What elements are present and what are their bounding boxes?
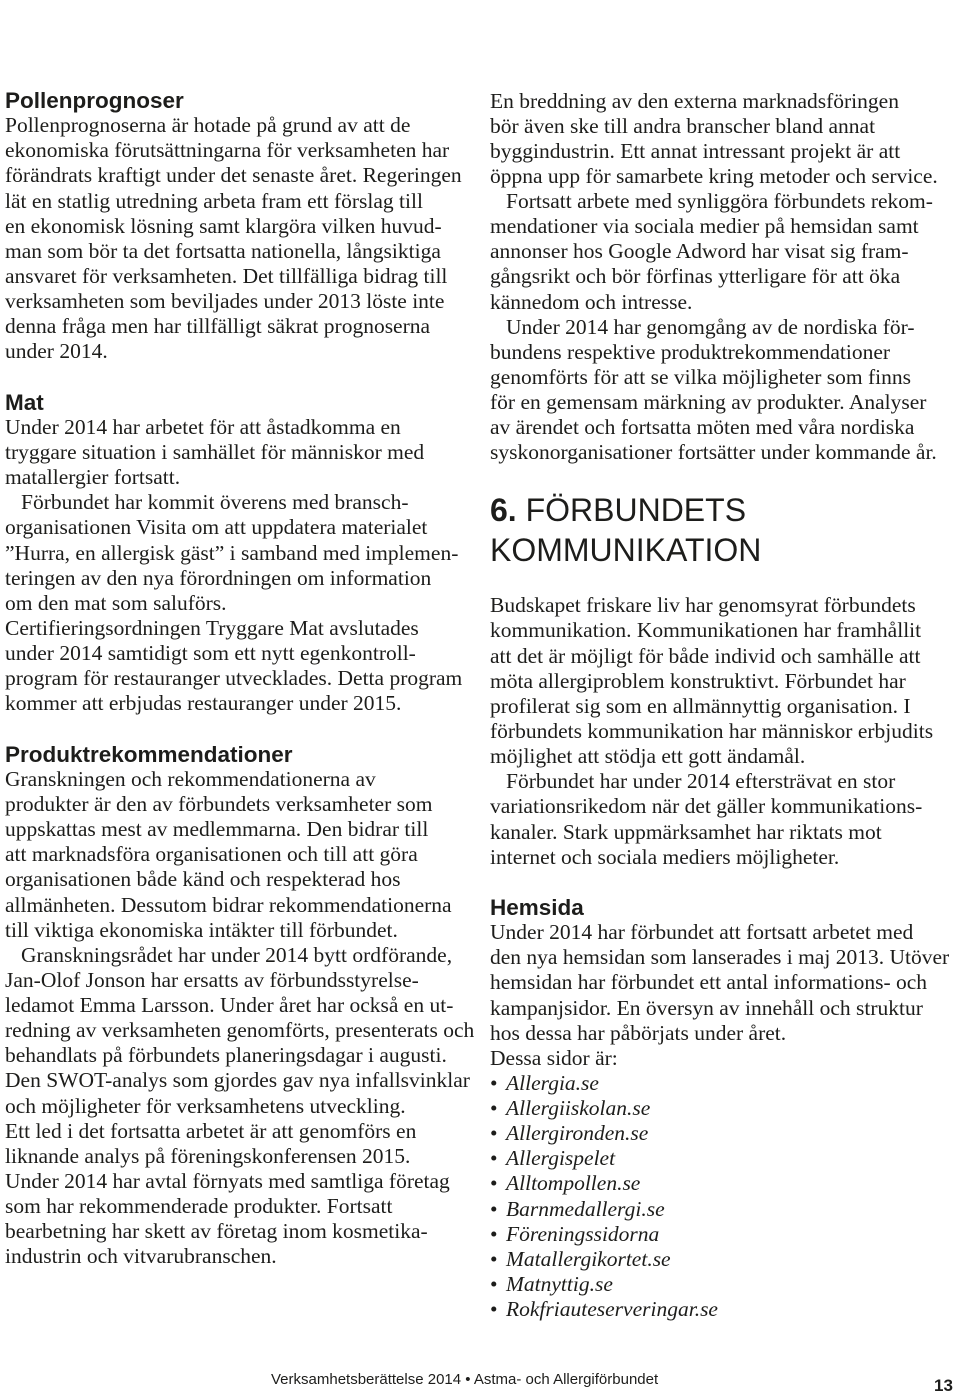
text-line: teringen av den nya förordningen om information [5, 565, 432, 590]
section-title-text: FÖRBUNDETS [525, 491, 747, 528]
footer-text: Verksamhetsberättelse 2014 • Astma- och Allergiförbundet [271, 1371, 659, 1388]
text-line: förändrats kraftigt under det senaste året. Regeringen [5, 163, 462, 188]
paragraph [490, 89, 950, 190]
text-line: Fortsatt arbete med synliggöra förbundets rekom- [506, 189, 933, 214]
text-line: allmänheten. Dessutom bidrar rekommendationerna [5, 892, 452, 917]
page-number: 13 [934, 1376, 953, 1395]
text-line: till viktiga ekonomiska intäkter till förbundet. [5, 917, 398, 942]
text-line: Pollenprognoserna är hotade på grund av att de [5, 113, 411, 138]
text-line: industrin och vitvarubranschen. [5, 1244, 277, 1269]
text-line: kanaler. Stark uppmärksamhet har riktats mot [490, 819, 882, 844]
section-number: 6. [490, 491, 517, 528]
text-line: Budskapet friskare liv har genomsyrat förbundets [490, 593, 916, 618]
text-line: förbundets kommunikation har människor erbjudits [490, 718, 934, 743]
text-line: Ett led i det fortsatta arbetet är att genomförs en [5, 1118, 417, 1143]
section-hemsida [490, 895, 950, 1322]
text-line: om den mat som saluförs. [5, 590, 227, 615]
paragraph [5, 113, 477, 364]
section-title-line [490, 490, 950, 530]
text-line: Granskningen och rekommendationerna av [5, 766, 376, 791]
right-column [490, 89, 950, 1323]
text-line: bundens respektive produktrekommendationer [490, 339, 891, 364]
paragraph [5, 490, 477, 616]
text-line: under 2014 samtidigt som ett nytt egenkontroll- [5, 641, 416, 666]
text-line: internet och sociala mediers möjligheter. [490, 844, 840, 869]
left-column [5, 88, 477, 1270]
list-item: • Barnmedallergi.se [490, 1197, 950, 1222]
heading-mat: Mat [5, 389, 44, 415]
text-line: ”Hurra, en allergisk gäst” i samband med implemen- [5, 540, 459, 565]
text-line: byggindustrin. Ett annat intressant projekt är att [490, 138, 901, 163]
list-item: • Allergia.se [490, 1071, 950, 1096]
text-line: Under 2014 har avtal förnyats med samtliga företag [5, 1169, 450, 1194]
text-line: Under 2014 har förbundet att fortsatt arbetet med [490, 920, 914, 945]
paragraph [490, 920, 950, 1071]
text-line: hos dessa har påbörjats under året. [490, 1020, 787, 1045]
text-line: behandlats på förbundets planeringsdagar i augusti. [5, 1043, 447, 1068]
heading-produktrekommendationer: Produktrekommendationer [5, 741, 293, 767]
paragraph [5, 943, 477, 1069]
section-marknadsforing [490, 89, 950, 466]
text-line: Jan-Olof Jonson har ersatts av förbundsstyrelse- [5, 967, 419, 992]
section-title-line: KOMMUNIKATION [490, 531, 762, 568]
text-line: verksamheten som beviljades under 2013 löste inte [5, 289, 445, 314]
text-line: tryggare situation i samhället för människor med [5, 439, 425, 464]
text-line: redning av verksamheten genomförts, presenterats och [5, 1018, 475, 1043]
text-line: man som bör ta det fortsatta nationella, långsiktiga [5, 238, 441, 263]
list-item: • Allergispelet [490, 1146, 950, 1171]
paragraph [5, 415, 477, 490]
text-line: lät en statlig utredning arbeta fram ett förslag till [5, 188, 423, 213]
text-line: profilerat sig som en allmännyttig organisation. I [490, 693, 911, 718]
paragraph [490, 189, 950, 315]
text-line: möjlighet att stödja ett gott ändamål. [490, 744, 806, 769]
list-item: • Rokfriauteserveringar.se [490, 1297, 950, 1322]
text-line: matallergier fortsatt. [5, 465, 181, 490]
text-line: att det är möjligt för både individ och samhälle att [490, 643, 921, 668]
list-item: • Matallergikortet.se [490, 1247, 950, 1272]
text-line: kännedom och intresse. [490, 289, 693, 314]
paragraph [490, 315, 950, 466]
text-line: kampanjsidor. En översyn av innehåll och struktur [490, 995, 923, 1020]
text-line: Den SWOT-analys som gjordes gav nya infallsvinklar [5, 1068, 470, 1093]
text-line: hemsidan har förbundet ett antal informations- och [490, 970, 928, 995]
text-line: uppskattas mest av medlemmarna. Den bidrar till [5, 817, 429, 842]
text-line: öppna upp för samarbete kring metoder och service. [490, 163, 938, 188]
heading-pollenprognoser: Pollenprognoser [5, 88, 184, 113]
text-line: kommer att erbjudas restauranger under 2015. [5, 691, 402, 716]
text-line: som har rekommenderade produkter. Fortsatt [5, 1194, 393, 1219]
list-item: • Föreningssidorna [490, 1222, 950, 1247]
site-list [490, 1071, 950, 1322]
text-line: att marknadsföra organisationen och till att göra [5, 842, 418, 867]
text-line: produkter är den av förbundets verksamheter som [5, 791, 433, 816]
text-line: denna fråga men har tillfälligt säkrat prognoserna [5, 314, 431, 339]
text-line: möta allergiproblem konstruktivt. Förbundet har [490, 668, 906, 693]
section-pollenprognoser [5, 88, 477, 365]
list-item: • Allergiiskolan.se [490, 1096, 950, 1121]
text-line: ledamot Emma Larsson. Under året har också en ut- [5, 993, 454, 1018]
text-line: annonser hos Google Adword har visat sig fram- [490, 239, 909, 264]
text-line: av ärendet och fortsatta möten med våra nordiska [490, 415, 915, 440]
paragraph [5, 1068, 477, 1269]
section-title [490, 490, 950, 570]
text-line: Förbundet har under 2014 eftersträvat en stor [506, 769, 896, 794]
list-item: • Alltompollen.se [490, 1171, 950, 1196]
text-line: Granskningsrådet har under 2014 bytt ordförande, [21, 942, 453, 967]
section-mat [5, 390, 477, 717]
text-line: liknande analys på föreningskonferensen 2015. [5, 1143, 411, 1168]
list-item: • Matnyttig.se [490, 1272, 950, 1297]
text-line: kommunikation. Kommunikationen har framhållit [490, 618, 922, 643]
text-line: genomförts för att se vilka möjligheter som finns [490, 365, 911, 390]
text-line: variationsrikedom när det gäller kommunikations- [490, 794, 923, 819]
text-line: Under 2014 har arbetet för att åstadkomma en [5, 414, 401, 439]
section-forbundets-kommunikation [490, 490, 950, 870]
text-line: den nya hemsidan som lanserades i maj 2013. Utöver [490, 945, 950, 970]
text-line: Under 2014 har genomgång av de nordiska för- [506, 314, 915, 339]
text-line: Förbundet har kommit överens med bransch- [21, 490, 409, 515]
text-line: bör även ske till andra branscher bland annat [490, 113, 876, 138]
text-line: ansvaret för verksamheten. Det tillfälliga bidrag till [5, 263, 448, 288]
text-line: en ekonomisk lösning samt klargöra vilken huvud- [5, 213, 442, 238]
paragraph [490, 769, 950, 870]
paragraph [490, 593, 950, 769]
text-line: organisationen både känd och respekterad hos [5, 867, 401, 892]
text-line: syskonorganisationer fortsätter under kommande år. [490, 440, 937, 465]
paragraph [5, 616, 477, 717]
list-item: • Allergironden.se [490, 1121, 950, 1146]
text-line: gångsrikt och bör förfinas ytterligare för att öka [490, 264, 901, 289]
heading-hemsida: Hemsida [490, 894, 584, 920]
text-line: ekonomiska förutsättningarna för verksamheten har [5, 138, 450, 163]
text-line: och möjligheter för verksamhetens utveckling. [5, 1093, 406, 1118]
text-line: organisationen Visita om att uppdatera materialet [5, 515, 428, 540]
text-line: program för restauranger utvecklades. Detta program [5, 666, 463, 691]
text-line: under 2014. [5, 339, 108, 364]
text-line: Certifieringsordningen Tryggare Mat avslutades [5, 615, 419, 640]
text-line: mendationer via sociala medier på hemsidan samt [490, 214, 919, 239]
text-line: bearbetning har skett av företag inom kosmetika- [5, 1219, 428, 1244]
text-line: Dessa sidor är: [490, 1045, 618, 1070]
section-produktrekommendationer [5, 742, 477, 1270]
text-line: En breddning av den externa marknadsföringen [490, 88, 899, 113]
text-line: för en gemensam märkning av produkter. Analyser [490, 390, 927, 415]
paragraph [5, 767, 477, 943]
